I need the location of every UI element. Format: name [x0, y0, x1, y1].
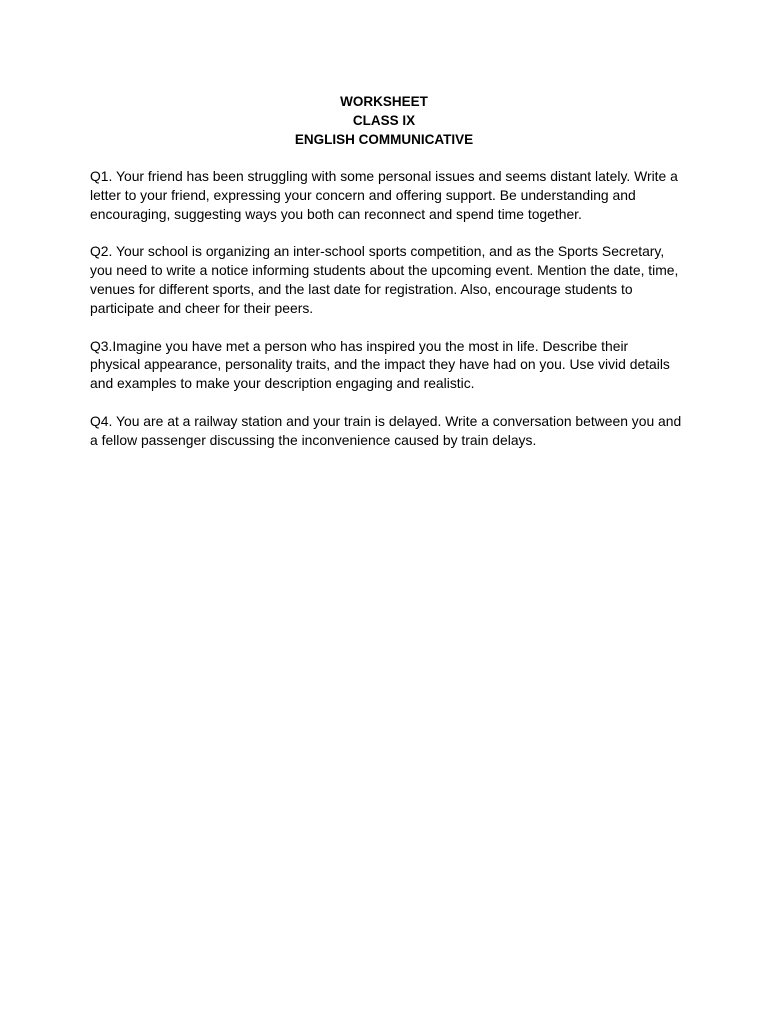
question-list: [90, 167, 682, 469]
question-3: Q3.Imagine you have met a person who has inspired you the most in life. Describe their physical appearance, personality traits, and the impact they have had on you. Use vivid details and examples to make your description engaging and realistic.: [90, 337, 670, 392]
worksheet-header: [0, 92, 768, 149]
question-2: Q2. Your school is organizing an inter-school sports competition, and as the Sports Secretary, you need to write a notice informing students about the upcoming event. Mention the date, time, venues for different sports, and the last date for registration. Also, encourage students to participate and cheer for their peers.: [90, 243, 679, 316]
class-label: CLASS IX: [352, 113, 416, 128]
worksheet-title: WORKSHEET: [340, 94, 428, 109]
question-1: Q1. Your friend has been struggling with some personal issues and seems distant lately. Write a letter to your friend, expressing your concern and offering support. Be understanding and encouraging, suggesting ways you both can reconnect and spend time together.: [90, 168, 678, 222]
question-4: Q4. You are at a railway station and your train is delayed. Write a conversation between you and a fellow passenger discussing the inconvenience caused by train delays.: [90, 412, 682, 448]
subject-label: ENGLISH COMMUNICATIVE: [294, 132, 474, 147]
